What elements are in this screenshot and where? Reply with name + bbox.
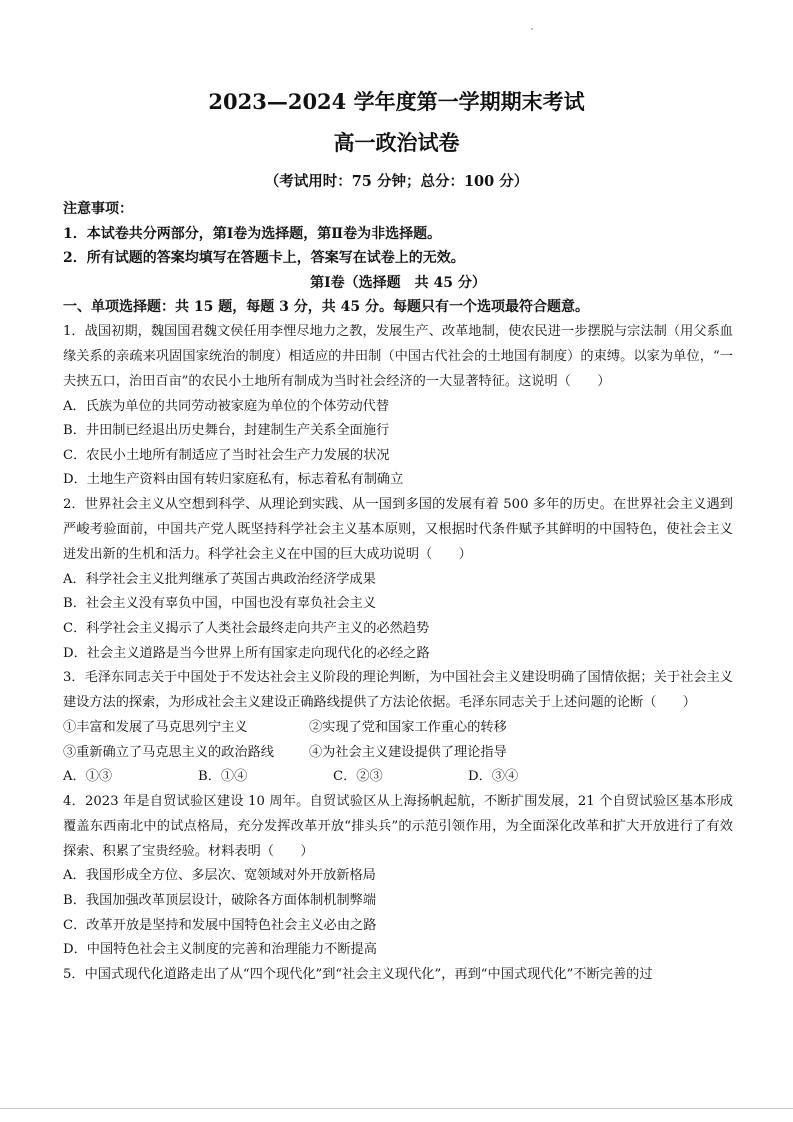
option: C．科学社会主义揭示了人类社会最终走向共产主义的必然趋势 xyxy=(63,620,430,636)
question-1 xyxy=(63,320,733,493)
option: D．社会主义道路是当今世界上所有国家走向现代化的必经之路 xyxy=(63,645,430,661)
option-row xyxy=(63,765,733,790)
option: B．社会主义没有辜负中国，中国也没有辜负社会主义 xyxy=(63,596,377,612)
option: A．氏族为单位的共同劳动被家庭为单位的个体劳动代替 xyxy=(63,398,390,414)
statement: ②实现了党和国家工作重心的转移 xyxy=(309,719,507,735)
page-bottom-rule xyxy=(0,1108,793,1109)
statement-row xyxy=(63,741,733,766)
option: D．土地生产资料由国有转归家庭私有，标志着私有制确立 xyxy=(63,472,404,488)
exam-info: （考试用时：75 分钟；总分：100 分） xyxy=(264,173,529,190)
note-item: 2．所有试题的答案均填写在答题卡上，答案写在试卷上的无效。 xyxy=(63,250,465,267)
option: B．井田制已经退出历史舞台，封建制生产关系全面施行 xyxy=(63,423,390,439)
option: A．我国形成全方位、多层次、宽领域对外开放新格局 xyxy=(63,868,376,884)
question-stem: 1．战国初期，魏国国君魏文侯任用李悝尽地力之教，发展生产、改革地制，使农民进一步摆脱与宗法制（用父系血缘关系的亲疏来巩固国家统治的制度）相适应的井田制（中国古代社会的土地国有制度）的束缚。以家为单位，“一夫挟五口，治田百亩”的农民小土地所有制成为当时社会经济的一大显著特征。这说明（ ） xyxy=(63,323,733,389)
question-2 xyxy=(63,493,733,666)
option: B．我国加强改革顶层设计，破除各方面体制机制弊端 xyxy=(63,893,377,909)
option: B．①④ xyxy=(198,769,248,785)
question-stem: 2．世界社会主义从空想到科学、从理论到实践、从一国到多国的发展有着 500 多年的历史。在世界社会主义遇到严峻考验面前，中国共产党人既坚持科学社会主义基本原则，又根据时代条件赋予其鲜明的中国特色，使社会主义迸发出新的生机和活力。科学社会主义在中国的巨大成功说明（ ） xyxy=(63,497,733,562)
option: A．科学社会主义批判继承了英国古典政治经济学成果 xyxy=(63,571,376,587)
part-title: 一、单项选择题：共 15 题，每题 3 分，共 45 分。每题只有一个选项最符合题意。 xyxy=(63,299,589,316)
volume-title: 第Ⅰ卷（选择题 共 45 分） xyxy=(310,274,486,291)
question-3 xyxy=(63,666,733,790)
statement-row xyxy=(63,716,733,741)
question-stem: 3．毛泽东同志关于中国处于不发达社会主义阶段的理论判断，为中国社会主义建设明确了国情依据；关于社会主义建设方法的探索，为形成社会主义建设正确路线提供了方法论依据。毛泽东同志关于上述问题的论断（ ） xyxy=(63,670,733,711)
option: D．中国特色社会主义制度的完善和治理能力不断提高 xyxy=(63,942,377,958)
exam-subject-title: 高一政治试卷 xyxy=(333,130,460,155)
notes-heading: 注意事项： xyxy=(63,201,133,217)
exam-title: 2023—2024 学年度第一学期期末考试 xyxy=(208,89,585,114)
scan-dot xyxy=(531,28,533,30)
question-stem: 4．2023 年是自贸试验区建设 10 周年。自贸试验区从上海扬帆起航，不断扩围发展，21 个自贸试验区基本形成覆盖东西南北中的试点格局，充分发挥改革开放“排头兵”的示范引领作用，为全面深化改革和扩大开放进行了有效探索、积累了宝贵经验。材料表明（ ） xyxy=(63,793,733,859)
statement: ①丰富和发展了马克思列宁主义 xyxy=(63,719,248,735)
option: C．改革开放是坚持和发展中国特色社会主义必由之路 xyxy=(63,917,377,933)
question-4 xyxy=(63,790,733,963)
question-5 xyxy=(63,963,733,988)
question-stem: 5．中国式现代化道路走出了从“四个现代化”到“社会主义现代化”，再到“中国式现代化”不断完善的过 xyxy=(63,966,653,982)
exam-content xyxy=(63,197,733,987)
note-item: 1．本试卷共分两部分，第Ⅰ卷为选择题，第Ⅱ卷为非选择题。 xyxy=(63,225,442,242)
option: C．②③ xyxy=(333,769,383,785)
option: A．①③ xyxy=(63,769,113,785)
statement: ④为社会主义建设提供了理论指导 xyxy=(309,744,507,760)
option: C．农民小土地所有制适应了当时社会生产力发展的状况 xyxy=(63,447,390,463)
option: D．③④ xyxy=(468,769,519,785)
statement: ③重新确立了马克思主义的政治路线 xyxy=(63,744,274,760)
